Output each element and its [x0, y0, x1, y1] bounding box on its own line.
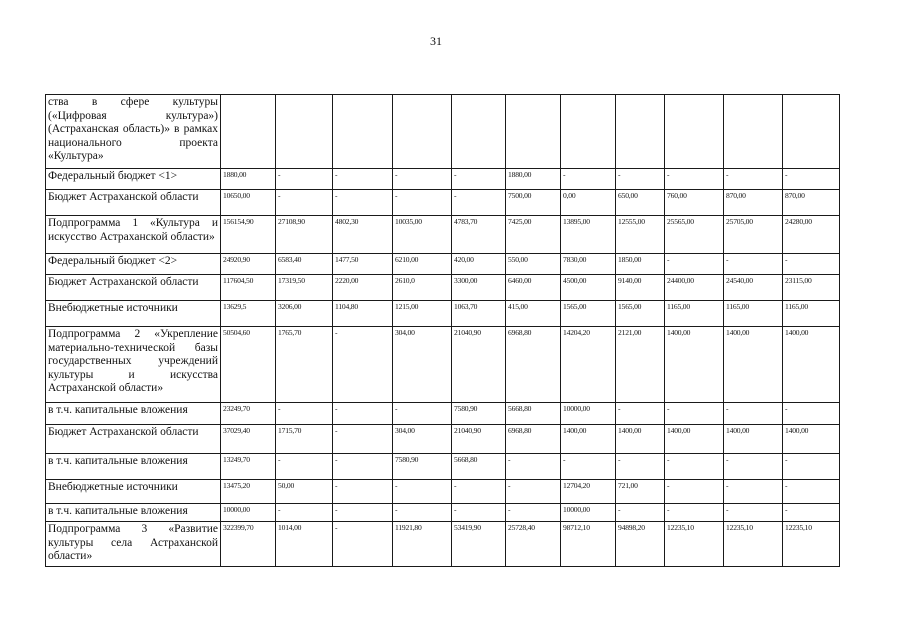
table-cell: 6968,80: [506, 425, 561, 454]
table-cell: 2610,0: [393, 275, 452, 301]
table-cell: -: [783, 454, 840, 480]
table-cell: -: [665, 403, 724, 425]
table-cell: [561, 95, 616, 169]
table-cell: 4802,30: [333, 216, 393, 254]
table-cell: -: [333, 169, 393, 190]
table-cell: 1400,00: [783, 327, 840, 403]
table-cell: 7580,90: [452, 403, 506, 425]
table-cell: 24920,90: [221, 254, 276, 275]
table-cell: [724, 95, 783, 169]
table-cell: -: [333, 504, 393, 522]
table-cell: 1165,00: [724, 301, 783, 327]
table-row: [46, 301, 840, 327]
table-cell: 10000,00: [561, 504, 616, 522]
table-cell: 24280,00: [783, 216, 840, 254]
table-cell: 13895,00: [561, 216, 616, 254]
table-row: [46, 425, 840, 454]
table-cell: 6968,80: [506, 327, 561, 403]
row-label: Подпрограмма 1 «Культура и искусство Астраханской области»: [46, 216, 221, 254]
table-cell: -: [452, 169, 506, 190]
table-cell: 25728,40: [506, 522, 561, 567]
table-cell: 12555,00: [616, 216, 665, 254]
table-cell: 50,00: [276, 480, 333, 504]
row-label: Бюджет Астраханской области: [46, 425, 221, 454]
row-label: Подпрограмма 3 «Развитие культуры села Астраханской области»: [46, 522, 221, 567]
table-row: [46, 190, 840, 216]
table-cell: 870,00: [724, 190, 783, 216]
row-label: ства в сфере культуры («Цифровая культура») (Астраханская область)» в рамках национального проекта «Культура»: [46, 95, 221, 169]
table-row: [46, 403, 840, 425]
table-cell: -: [333, 190, 393, 216]
table-cell: 1014,00: [276, 522, 333, 567]
page-number: 31: [430, 34, 442, 48]
table-cell: [393, 95, 452, 169]
table-cell: 6210,00: [393, 254, 452, 275]
table-cell: 415,00: [506, 301, 561, 327]
table-cell: 10000,00: [221, 504, 276, 522]
row-label: в т.ч. капитальные вложения: [46, 403, 221, 425]
table-cell: -: [783, 403, 840, 425]
table-cell: -: [724, 454, 783, 480]
table-cell: 21040,90: [452, 425, 506, 454]
table-cell: 10035,00: [393, 216, 452, 254]
table-cell: -: [393, 169, 452, 190]
table-cell: -: [276, 190, 333, 216]
table-cell: 21040,90: [452, 327, 506, 403]
table-cell: -: [665, 480, 724, 504]
table-cell: 420,00: [452, 254, 506, 275]
table-cell: -: [333, 454, 393, 480]
table-cell: -: [506, 504, 561, 522]
table-cell: 1400,00: [724, 327, 783, 403]
table-cell: 7425,00: [506, 216, 561, 254]
table-cell: 1715,70: [276, 425, 333, 454]
table-cell: -: [561, 454, 616, 480]
table-cell: 1400,00: [665, 425, 724, 454]
table-cell: 1400,00: [724, 425, 783, 454]
table-cell: 3206,00: [276, 301, 333, 327]
table-cell: 1165,00: [783, 301, 840, 327]
table-cell: 1565,00: [616, 301, 665, 327]
table-cell: 4500,00: [561, 275, 616, 301]
budget-table: [45, 94, 840, 567]
table-cell: [506, 95, 561, 169]
table-cell: -: [616, 454, 665, 480]
table-cell: -: [616, 504, 665, 522]
table-cell: 1400,00: [616, 425, 665, 454]
table-cell: -: [616, 169, 665, 190]
table-cell: -: [452, 504, 506, 522]
table-cell: 1165,00: [665, 301, 724, 327]
table-cell: -: [393, 403, 452, 425]
table-cell: 156154,90: [221, 216, 276, 254]
row-label: Бюджет Астраханской области: [46, 275, 221, 301]
table-cell: 1063,70: [452, 301, 506, 327]
table-cell: -: [665, 504, 724, 522]
table-cell: 304,00: [393, 327, 452, 403]
table-row: [46, 327, 840, 403]
table-cell: -: [783, 169, 840, 190]
table-row: [46, 504, 840, 522]
table-cell: -: [665, 169, 724, 190]
table-cell: 322399,70: [221, 522, 276, 567]
table-cell: 721,00: [616, 480, 665, 504]
table-cell: -: [724, 254, 783, 275]
table-cell: 27108,90: [276, 216, 333, 254]
table-cell: -: [665, 454, 724, 480]
table-cell: 1850,00: [616, 254, 665, 275]
table-cell: -: [783, 480, 840, 504]
table-cell: -: [724, 480, 783, 504]
table-cell: [616, 95, 665, 169]
table-cell: 25705,00: [724, 216, 783, 254]
table-cell: [333, 95, 393, 169]
table-cell: -: [276, 169, 333, 190]
table-cell: 650,00: [616, 190, 665, 216]
table-cell: 2121,00: [616, 327, 665, 403]
table-cell: 53419,90: [452, 522, 506, 567]
table-cell: 25565,00: [665, 216, 724, 254]
table-cell: 24540,00: [724, 275, 783, 301]
table-cell: 1765,70: [276, 327, 333, 403]
table-cell: 1215,00: [393, 301, 452, 327]
row-label: Подпрограмма 2 «Укрепление материально-технической базы государственных учреждений культуры и искусства Астраханской области»: [46, 327, 221, 403]
table-cell: 0,00: [561, 190, 616, 216]
table-cell: 1565,00: [561, 301, 616, 327]
table-cell: -: [506, 480, 561, 504]
table-cell: -: [333, 522, 393, 567]
table-cell: [783, 95, 840, 169]
table-cell: -: [616, 403, 665, 425]
table-cell: -: [724, 169, 783, 190]
table-cell: 98712,10: [561, 522, 616, 567]
table-cell: -: [393, 190, 452, 216]
table-cell: 4783,70: [452, 216, 506, 254]
table-cell: 1400,00: [783, 425, 840, 454]
table-cell: -: [276, 454, 333, 480]
table-cell: 23115,00: [783, 275, 840, 301]
table-cell: -: [724, 504, 783, 522]
row-label: Внебюджетные источники: [46, 480, 221, 504]
table-cell: -: [393, 504, 452, 522]
table-cell: -: [333, 403, 393, 425]
table-cell: 7500,00: [506, 190, 561, 216]
table-cell: 760,00: [665, 190, 724, 216]
table-cell: -: [561, 169, 616, 190]
table-cell: 50504,60: [221, 327, 276, 403]
table-cell: 3300,00: [452, 275, 506, 301]
row-label: в т.ч. капитальные вложения: [46, 454, 221, 480]
table-cell: 9140,00: [616, 275, 665, 301]
table-cell: 13475,20: [221, 480, 276, 504]
table-cell: 11921,80: [393, 522, 452, 567]
table-row: [46, 216, 840, 254]
table-cell: -: [393, 480, 452, 504]
table-cell: 6460,00: [506, 275, 561, 301]
table-cell: [452, 95, 506, 169]
table-cell: 1400,00: [665, 327, 724, 403]
row-label: в т.ч. капитальные вложения: [46, 504, 221, 522]
table-cell: -: [333, 327, 393, 403]
table-cell: 12235,10: [665, 522, 724, 567]
table-cell: 7580,90: [393, 454, 452, 480]
row-label: Внебюджетные источники: [46, 301, 221, 327]
table-row: [46, 254, 840, 275]
table-cell: 17319,50: [276, 275, 333, 301]
table-cell: [665, 95, 724, 169]
table-cell: 1880,00: [221, 169, 276, 190]
table-cell: [276, 95, 333, 169]
table-cell: 5668,80: [506, 403, 561, 425]
table-cell: -: [276, 403, 333, 425]
table-row: [46, 522, 840, 567]
budget-table-body: [46, 95, 840, 567]
table-row: [46, 454, 840, 480]
table-cell: 6583,40: [276, 254, 333, 275]
table-cell: 1104,80: [333, 301, 393, 327]
table-cell: -: [783, 504, 840, 522]
table-cell: 304,00: [393, 425, 452, 454]
table-cell: 117604,50: [221, 275, 276, 301]
table-cell: 870,00: [783, 190, 840, 216]
table-cell: -: [452, 480, 506, 504]
table-cell: 12704,20: [561, 480, 616, 504]
table-cell: -: [333, 425, 393, 454]
table-cell: 7830,00: [561, 254, 616, 275]
table-cell: -: [506, 454, 561, 480]
table-cell: 10000,00: [561, 403, 616, 425]
table-cell: -: [783, 254, 840, 275]
table-cell: 12235,10: [783, 522, 840, 567]
table-cell: 1880,00: [506, 169, 561, 190]
table-row: [46, 95, 840, 169]
table-cell: 94898,20: [616, 522, 665, 567]
table-cell: 12235,10: [724, 522, 783, 567]
row-label: Федеральный бюджет <1>: [46, 169, 221, 190]
table-cell: -: [724, 403, 783, 425]
table-cell: 5668,80: [452, 454, 506, 480]
table-cell: [221, 95, 276, 169]
table-cell: 13629,5: [221, 301, 276, 327]
table-cell: -: [665, 254, 724, 275]
table-cell: 37029,40: [221, 425, 276, 454]
row-label: Бюджет Астраханской области: [46, 190, 221, 216]
table-cell: 10650,00: [221, 190, 276, 216]
table-cell: 23249,70: [221, 403, 276, 425]
table-row: [46, 169, 840, 190]
table-cell: 14204,20: [561, 327, 616, 403]
table-cell: -: [452, 190, 506, 216]
table-cell: 24400,00: [665, 275, 724, 301]
table-cell: -: [276, 504, 333, 522]
table-cell: -: [333, 480, 393, 504]
row-label: Федеральный бюджет <2>: [46, 254, 221, 275]
table-row: [46, 480, 840, 504]
table-row: [46, 275, 840, 301]
table-cell: 2220,00: [333, 275, 393, 301]
table-cell: 13249,70: [221, 454, 276, 480]
table-cell: 550,00: [506, 254, 561, 275]
table-cell: 1400,00: [561, 425, 616, 454]
table-cell: 1477,50: [333, 254, 393, 275]
